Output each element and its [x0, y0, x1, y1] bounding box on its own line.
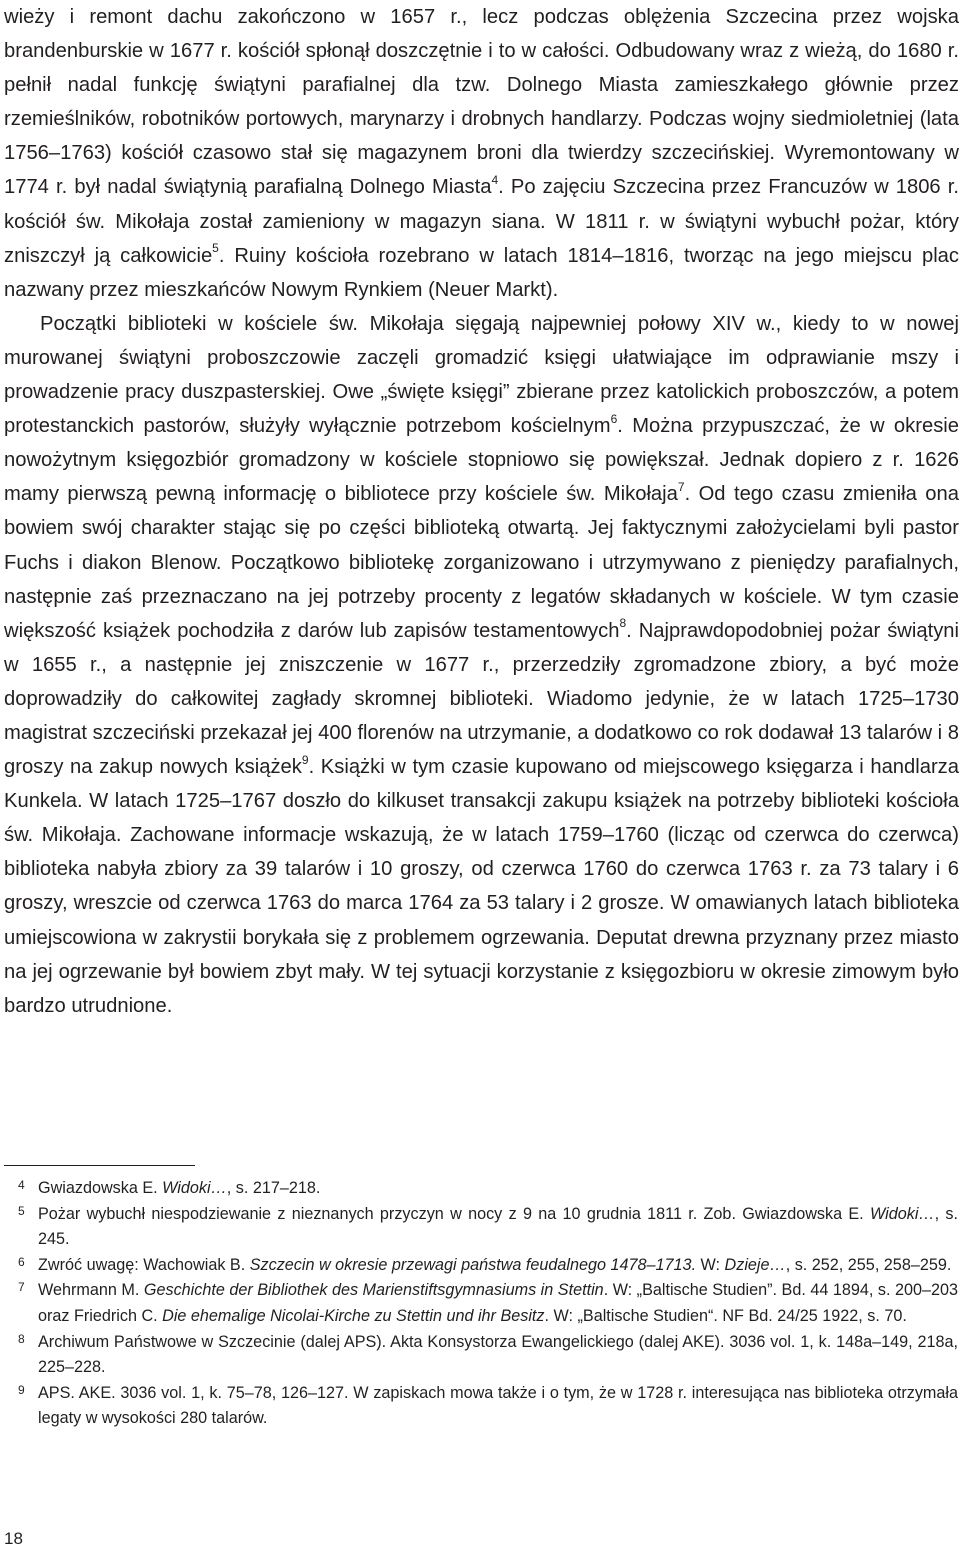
footnote-7: 7 Wehrmann M. Geschichte der Bibliothek des Marienstiftsgymnasiums in Stettin. W: „Baltische Studien”. Bd. 44 1894, s. 200–203 oraz Friedrich C. Die ehemalige Nicolai-Kirche zu Stettin und ihr Besitz. W: „Baltische Studien“. NF Bd. 24/25 1922, s. 70. [4, 1278, 958, 1329]
footnote-ref-7[interactable]: 7 [677, 479, 685, 494]
main-text [4, 0, 959, 1023]
footnote-separator [4, 1165, 195, 1166]
footnote-number: 9 [18, 1382, 25, 1397]
footnote-9: 9 APS. AKE. 3036 vol. 1, k. 75–78, 126–127. W zapiskach mowa także i o tym, że w 1728 r. interesująca nas biblioteka otrzymała legaty w wysokości 280 talarów. [4, 1381, 958, 1432]
footnote-ref-6[interactable]: 6 [610, 411, 618, 426]
paragraph-1: wieży i remont dachu zakończono w 1657 r., lecz podczas oblężenia Szczecina przez wojska brandenburskie w 1677 r. kościół spłonął doszczętnie i to w całości. Odbudowany wraz z wieżą, do 1680 r. pełnił nadal funkcję świątyni parafialnej dla tzw. Dolnego Miasta zamieszkałego głównie przez rzemieślników, robotników portowych, marynarzy i drobnych handlarzy. Podczas wojny siedmioletniej (lata 1756–1763) kościół czasowo stał się magazynem broni dla twierdzy szczecińskiej. Wyremontowany w 1774 r. był nadal świątynią parafialną Dolnego Miasta$^4$. Po zajęciu Szczecina przez Francuzów w 1806 r. kościół św. Mikołaja został zamieniony w magazyn siana. W 1811 r. w świątyni wybuchł pożar, który zniszczył ją całkowicie$^5$. Ruiny kościoła rozebrano w latach 1814–1816, tworząc na jego miejscu plac nazwany przez mieszkańców Nowym Rynkiem (Neuer Markt). [4, 6, 959, 301]
footnote-ref-4[interactable]: 4 [491, 172, 499, 187]
footnote-number: 4 [18, 1178, 25, 1192]
footnote-8: 8 Archiwum Państwowe w Szczecinie (dalej APS). Akta Konsystorza Ewangelickiego (dalej AKE). 3036 vol. 1, k. 148a–149, 218a, 225–228. [4, 1330, 958, 1381]
footnotes [4, 1176, 958, 1432]
footnote-5: 5 Pożar wybuchł niespodziewanie z nieznanych przyczyn w nocy z 9 na 10 grudnia 1811 r. Zob. Gwiazdowska E. Widoki…, s. 245. [4, 1202, 958, 1253]
footnote-number: 5 [18, 1203, 25, 1218]
paragraph-2: Początki biblioteki w kościele św. Mikołaja sięgają najpewniej połowy XIV w., kiedy to w nowej murowanej świątyni proboszczowie zaczęli gromadzić księgi ułatwiające im odprawianie mszy i prowadzenie pracy duszpasterskiej. Owe „święte księgi” zbierane przez katolickich proboszczów, a potem protestanckich pastorów, służyły wyłącznie potrzebom kościelnym$^6$. Można przypuszczać, że w okresie nowożytnym księgozbiór gromadzony w kościele stopniowo się powiększał. Jednak dopiero z r. 1626 mamy pierwszą pewną informację o bibliotece przy kościele św. Mikołaja$^7$. Od tego czasu zmieniła ona bowiem swój charakter stając się po części biblioteką otwartą. Jej faktycznymi założycielami byli pastor Fuchs i diakon Blenow. Początkowo bibliotekę zorganizowano i utrzymywano z pieniędzy parafialnych, następnie zaś przeznaczano na jej potrzeby procenty z legatów składanych w kościele. W tym czasie większość książek pochodziła z darów lub zapisów testamentowych$^8$. Najprawdopodobniej pożar świątyni w 1655 r., a następnie jej zniszczenie w 1677 r., przerzedziły zgromadzone zbiory, a być może doprowadziły do całkowitej zagłady skromnej biblioteki. Wiadomo jedynie, że w latach 1725–1730 magistrat szczeciński przekazał jej 400 florenów na utrzymanie, a dodatkowo co rok dodawał 13 talarów i 8 groszy na zakup nowych książek$^9$. Książki w tym czasie kupowano od miejscowego księgarza i handlarza Kunkela. W latach 1725–1767 doszło do kilkuset transakcji zakupu książek na potrzeby biblioteki kościoła św. Mikołaja. Zachowane informacje wskazują, że w latach 1759–1760 (licząc od czerwca do czerwca) biblioteka nabyła zbiory za 39 talarów i 10 groszy, od czerwca 1760 do czerwca 1763 r. za 73 talary i 6 groszy, wreszcie od czerwca 1763 do marca 1764 za 53 talary i 2 grosze. W omawianych latach biblioteka umiejscowiona w zakrystii borykała się z problemem ogrzewania. Deputat drewna przyznany przez miasto na jej ogrzewanie był bowiem zbyt mały. W tej sytuacji korzystanie z księgozbioru w okresie zimowym było bardzo utrudnione. [4, 312, 960, 1017]
page-number: 18 [4, 1529, 23, 1548]
footnote-number: 6 [18, 1254, 25, 1269]
footnote-6: 6 Zwróć uwagę: Wachowiak B. Szczecin w okresie przewagi państwa feudalnego 1478–1713. W: Dzieje…, s. 252, 255, 258–259. [4, 1253, 958, 1279]
footnote-number: 8 [18, 1331, 25, 1346]
footnote-ref-8[interactable]: 8 [619, 616, 627, 631]
footnote-4: 4 Gwiazdowska E. Widoki…, s. 217–218. [4, 1176, 958, 1202]
footnote-number: 7 [18, 1280, 25, 1295]
footnote-ref-5[interactable]: 5 [212, 241, 219, 256]
footnote-ref-9[interactable]: 9 [301, 752, 309, 767]
